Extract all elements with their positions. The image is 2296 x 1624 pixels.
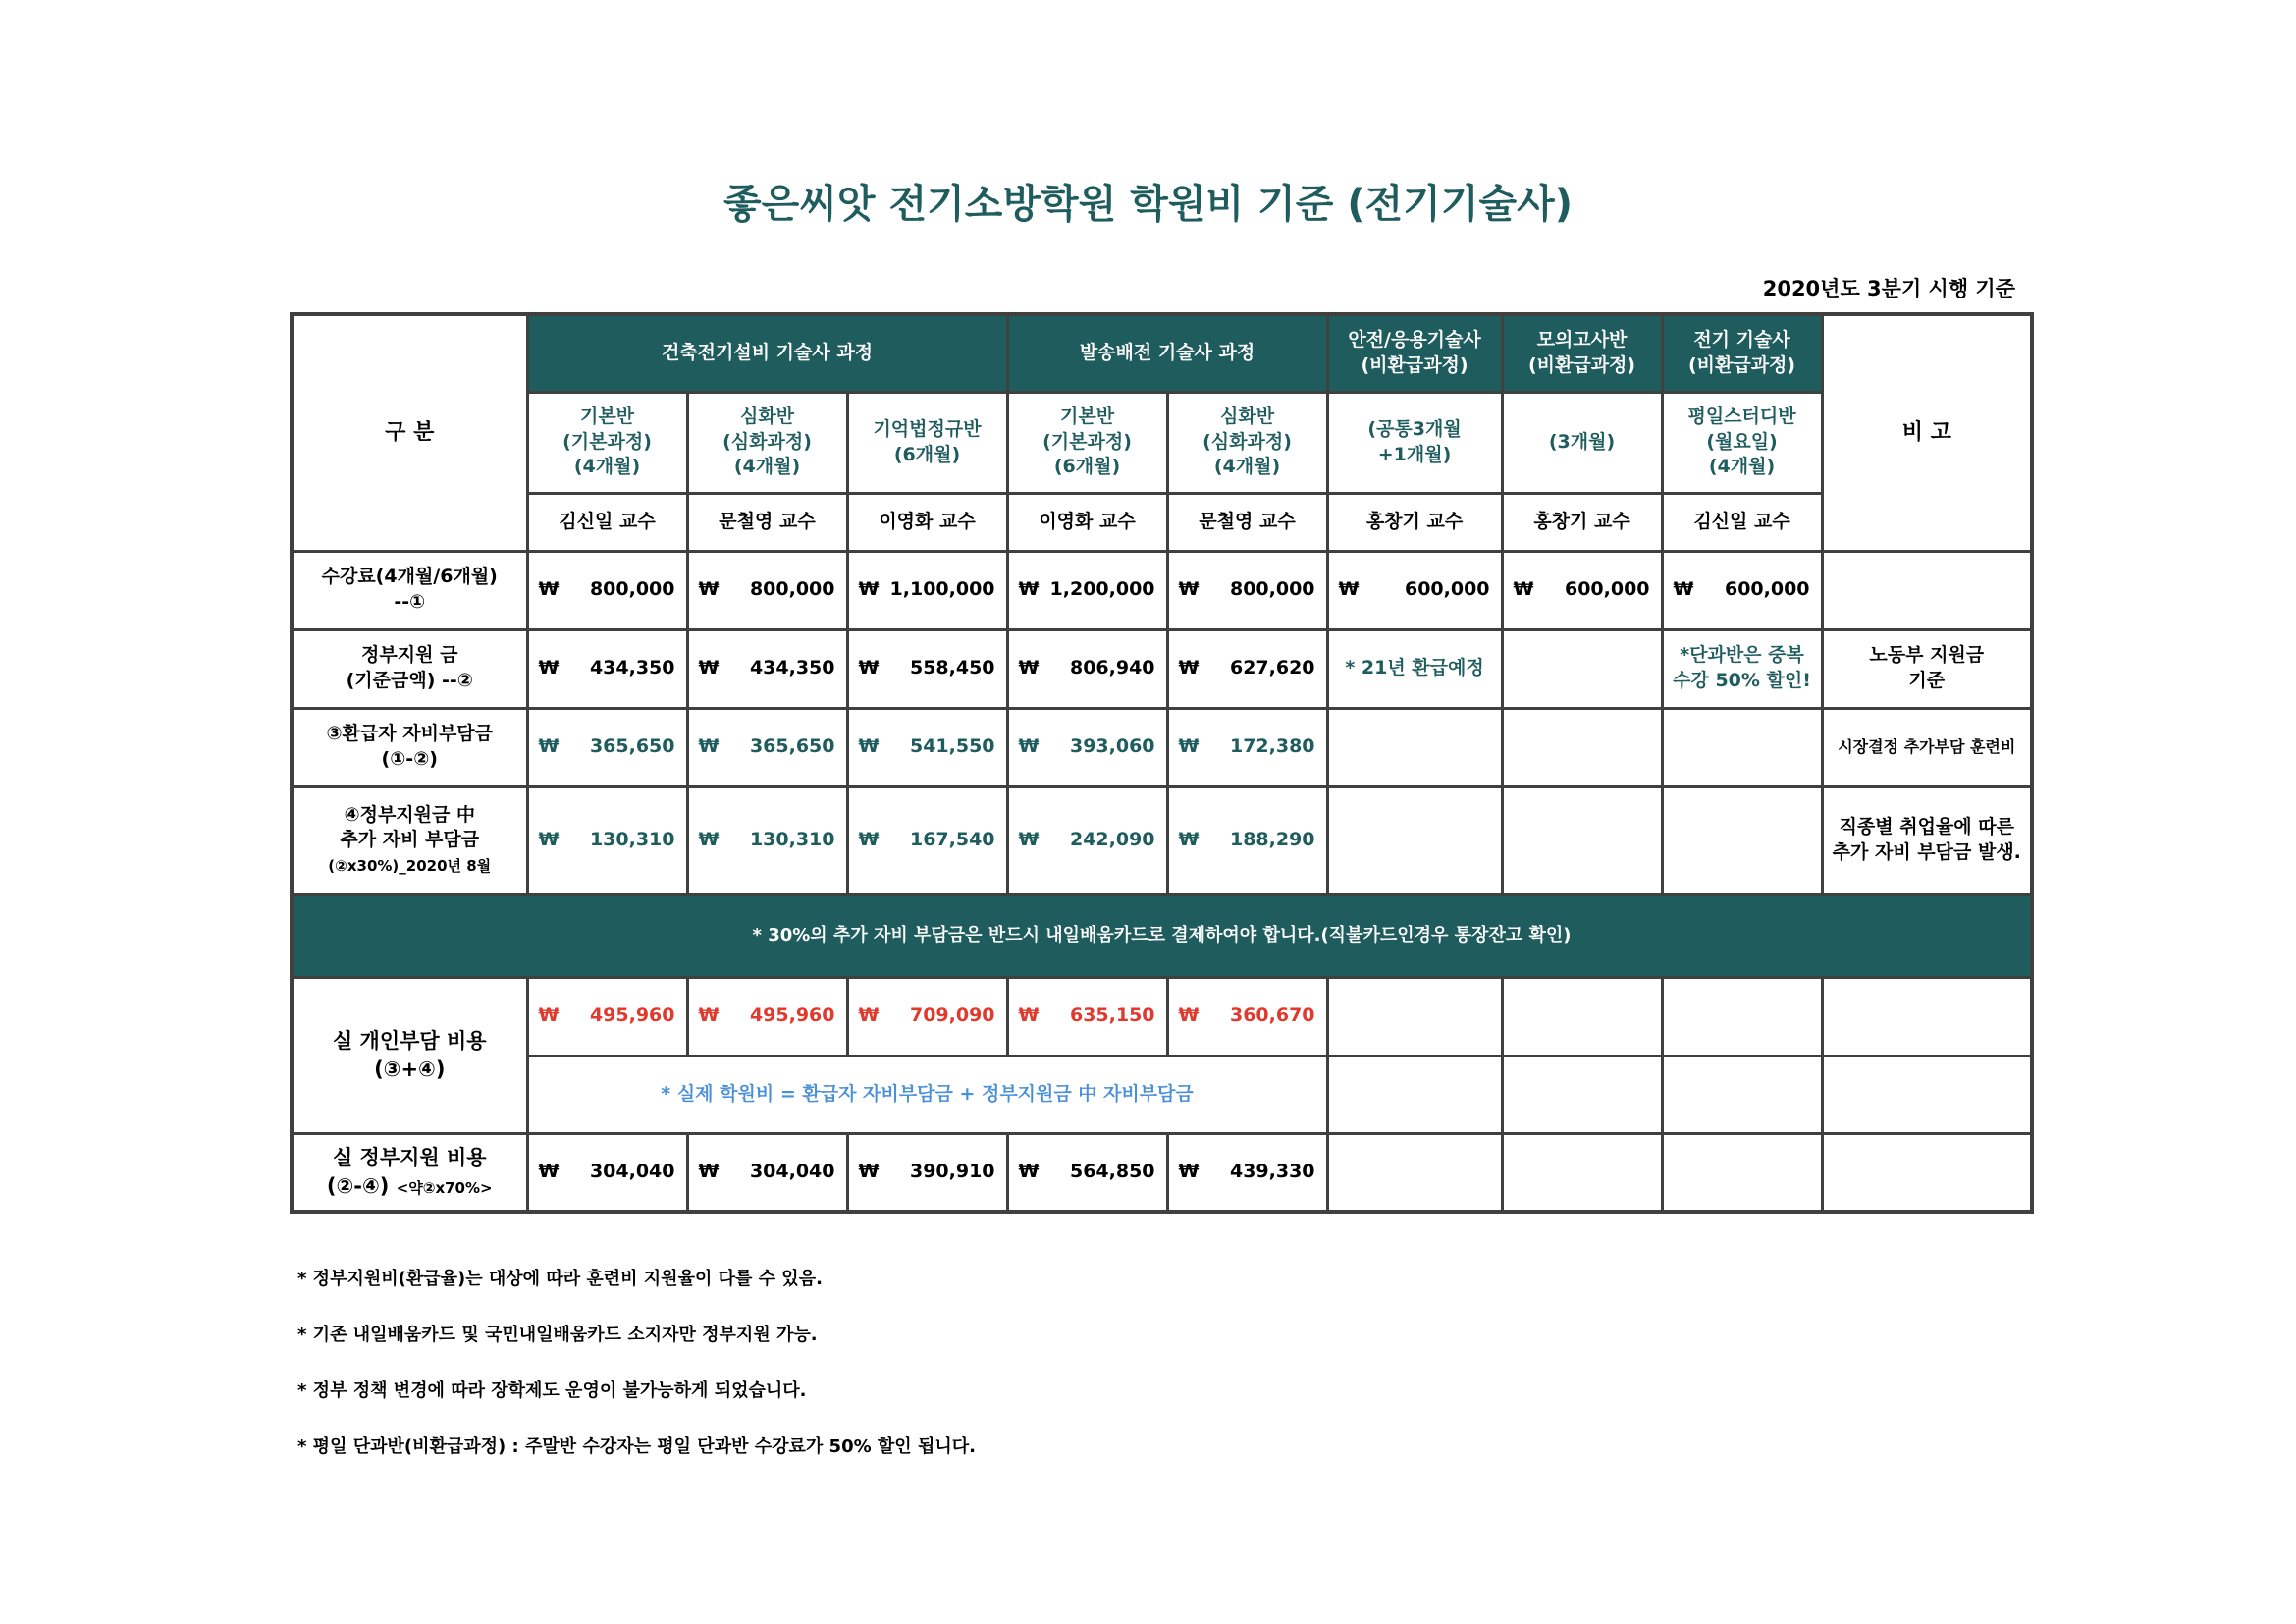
money-cell: ₩ 188,290 <box>1167 786 1327 894</box>
money-cell: ₩ 541,550 <box>847 708 1007 786</box>
money-cell: ₩ 1,200,000 <box>1007 551 1167 629</box>
course-cell: (3개월) <box>1502 392 1662 493</box>
money-cell: ₩ 390,910 <box>847 1133 1007 1212</box>
money-cell: ₩ 600,000 <box>1662 551 1822 629</box>
money-cell: ₩ 800,000 <box>527 551 687 629</box>
refund-note: * 21년 환급예정 <box>1327 629 1502 708</box>
money-cell: ₩ 635,150 <box>1007 977 1167 1056</box>
professor-cell: 김신일 교수 <box>1662 493 1822 551</box>
money-cell: ₩ 800,000 <box>1167 551 1327 629</box>
footnote: * 기존 내일배움카드 및 국민내일배움카드 소지자만 정부지원 가능. <box>297 1325 818 1345</box>
empty-cell <box>1502 977 1662 1056</box>
money-cell: ₩ 167,540 <box>847 786 1007 894</box>
empty-cell <box>1327 977 1502 1056</box>
remark-cell: 직종별 취업율에 따른 추가 자비 부담금 발생. <box>1822 786 2032 894</box>
money-cell: ₩ 304,040 <box>527 1133 687 1212</box>
row-label-gov-actual: 실 정부지원 비용 (②-④) <약②x70%> <box>292 1133 527 1212</box>
money-cell: ₩ 304,040 <box>687 1133 847 1212</box>
card-payment-banner: * 30%의 추가 자비 부담금은 반드시 내일배움카드로 결제하여야 합니다.(직불카드인경우 통장잔고 확인) <box>292 894 2032 977</box>
remark-cell <box>1822 1133 2032 1212</box>
money-cell: ₩ 434,350 <box>527 629 687 708</box>
professor-cell: 이영화 교수 <box>847 493 1007 551</box>
group-power: 발송배전 기술사 과정 <box>1007 314 1327 392</box>
course-cell: 기억법정규반 (6개월) <box>847 392 1007 493</box>
course-cell: 평일스터디반 (월요일) (4개월) <box>1662 392 1822 493</box>
money-cell: ₩ 130,310 <box>687 786 847 894</box>
empty-cell <box>1327 786 1502 894</box>
empty-cell <box>1502 1133 1662 1212</box>
professor-cell: 김신일 교수 <box>527 493 687 551</box>
empty-cell <box>1502 629 1662 708</box>
money-cell: ₩ 242,090 <box>1007 786 1167 894</box>
table-row <box>292 708 2032 786</box>
formula-note: * 실제 학원비 = 환급자 자비부담금 + 정부지원금 中 자비부담금 <box>527 1056 1327 1133</box>
remark-cell <box>1822 977 2032 1056</box>
empty-cell <box>1662 708 1822 786</box>
money-cell: ₩ 360,670 <box>1167 977 1327 1056</box>
professor-cell: 이영화 교수 <box>1007 493 1167 551</box>
empty-cell <box>1662 1133 1822 1212</box>
table-row <box>292 1056 2032 1133</box>
course-cell: 기본반 (기본과정) (4개월) <box>527 392 687 493</box>
professor-cell: 홍창기 교수 <box>1327 493 1502 551</box>
course-cell: 심화반 (심화과정) (4개월) <box>1167 392 1327 493</box>
money-cell: ₩ 564,850 <box>1007 1133 1167 1212</box>
empty-cell <box>1327 1056 1502 1133</box>
remarks-header: 비 고 <box>1822 314 2032 551</box>
tuition-table <box>290 312 2034 1214</box>
footnote: * 평일 단과반(비환급과정) : 주말반 수강자는 평일 단과반 수강료가 50% 할인 됩니다. <box>297 1436 976 1457</box>
row-label-additional: ④정부지원금 中 추가 자비 부담금 (②x30%)_2020년 8월 <box>292 786 527 894</box>
remark-cell <box>1822 1056 2032 1133</box>
money-cell: ₩ 600,000 <box>1502 551 1662 629</box>
course-cell: 기본반 (기본과정) (6개월) <box>1007 392 1167 493</box>
money-cell: ₩ 393,060 <box>1007 708 1167 786</box>
money-cell: ₩ 439,330 <box>1167 1133 1327 1212</box>
table-row <box>292 551 2032 629</box>
category-header: 구 분 <box>292 314 527 551</box>
remark-cell: 노동부 지원금 기준 <box>1822 629 2032 708</box>
basis-date: 2020년도 3분기 시행 기준 <box>1762 277 2015 300</box>
table-row <box>292 786 2032 894</box>
professor-cell: 문철영 교수 <box>687 493 847 551</box>
money-cell: ₩ 709,090 <box>847 977 1007 1056</box>
money-cell: ₩ 434,350 <box>687 629 847 708</box>
discount-note: *단과반은 중복 수강 50% 할인! <box>1662 629 1822 708</box>
empty-cell <box>1662 786 1822 894</box>
group-building: 건축전기설비 기술사 과정 <box>527 314 1007 392</box>
group-electric: 전기 기술사 (비환급과정) <box>1662 314 1822 392</box>
professor-cell: 홍창기 교수 <box>1502 493 1662 551</box>
money-cell: ₩ 130,310 <box>527 786 687 894</box>
empty-cell <box>1502 708 1662 786</box>
group-mock: 모의고사반 (비환급과정) <box>1502 314 1662 392</box>
remark-cell: 시장결정 추가부담 훈련비 <box>1822 708 2032 786</box>
money-cell: ₩ 1,100,000 <box>847 551 1007 629</box>
group-safety: 안전/응용기술사 (비환급과정) <box>1327 314 1502 392</box>
empty-cell <box>1327 1133 1502 1212</box>
page-title: 좋은씨앗 전기소방학원 학원비 기준 (전기기술사) <box>722 182 1574 227</box>
row-label-personal: 실 개인부담 비용 (③+④) <box>292 977 527 1133</box>
course-cell: 심화반 (심화과정) (4개월) <box>687 392 847 493</box>
table-row <box>292 1133 2032 1212</box>
empty-cell <box>1662 977 1822 1056</box>
table-row <box>292 629 2032 708</box>
money-cell: ₩ 365,650 <box>527 708 687 786</box>
professor-cell: 문철영 교수 <box>1167 493 1327 551</box>
empty-cell <box>1502 1056 1662 1133</box>
money-cell: ₩ 627,620 <box>1167 629 1327 708</box>
money-cell: ₩ 172,380 <box>1167 708 1327 786</box>
remark-cell <box>1822 551 2032 629</box>
empty-cell <box>1327 708 1502 786</box>
empty-cell <box>1502 786 1662 894</box>
money-cell: ₩ 495,960 <box>687 977 847 1056</box>
row-label-gov-support: 정부지원 금 (기준금액) --② <box>292 629 527 708</box>
money-cell: ₩ 558,450 <box>847 629 1007 708</box>
money-cell: ₩ 806,940 <box>1007 629 1167 708</box>
money-cell: ₩ 365,650 <box>687 708 847 786</box>
course-cell: (공통3개월 +1개월) <box>1327 392 1502 493</box>
row-label-tuition: 수강료(4개월/6개월) --① <box>292 551 527 629</box>
footnote: * 정부지원비(환급율)는 대상에 따라 훈련비 지원율이 다를 수 있음. <box>297 1269 823 1289</box>
footnote: * 정부 정책 변경에 따라 장학제도 운영이 불가능하게 되었습니다. <box>297 1380 807 1401</box>
table-row <box>292 977 2032 1056</box>
money-cell: ₩ 495,960 <box>527 977 687 1056</box>
row-label-self-pay: ③환급자 자비부담금 (①-②) <box>292 708 527 786</box>
empty-cell <box>1662 1056 1822 1133</box>
money-cell: ₩ 600,000 <box>1327 551 1502 629</box>
money-cell: ₩ 800,000 <box>687 551 847 629</box>
